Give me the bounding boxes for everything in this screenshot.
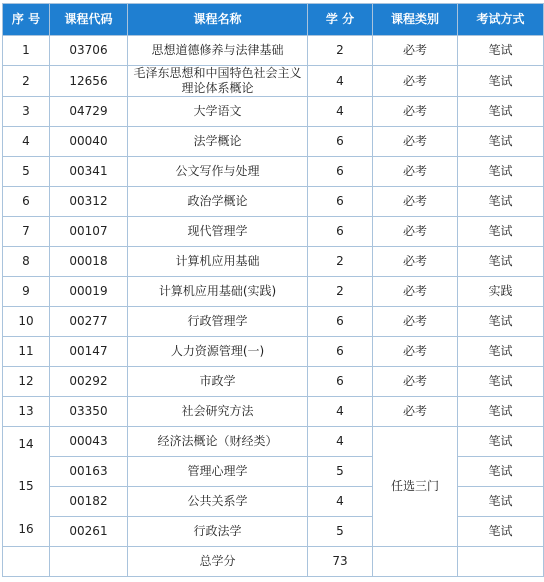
cell-category: 必考 [373,367,458,397]
total-row [3,547,544,577]
header-code: 课程代码 [50,4,128,36]
header-credit: 学 分 [308,4,373,36]
cell-exam: 笔试 [458,307,544,337]
cell-exam: 笔试 [458,517,544,547]
cell-credit: 6 [308,217,373,247]
cell-credit: 2 [308,277,373,307]
cell-code: 00292 [50,367,128,397]
cell-empty [458,547,544,577]
cell-category: 必考 [373,247,458,277]
cell-name: 政治学概论 [128,187,308,217]
cell-category: 必考 [373,127,458,157]
cell-exam: 笔试 [458,247,544,277]
cell-name: 大学语文 [128,97,308,127]
table-row [3,247,544,277]
cell-name: 行政管理学 [128,307,308,337]
cell-seq: 13 [3,397,50,427]
cell-name: 计算机应用基础 [128,247,308,277]
table-row [3,277,544,307]
header-category: 课程类别 [373,4,458,36]
cell-credit: 5 [308,517,373,547]
table-row [3,337,544,367]
cell-credit: 6 [308,127,373,157]
cell-seq: 12 [3,367,50,397]
table-row [3,307,544,337]
cell-code: 00341 [50,157,128,187]
cell-name: 计算机应用基础(实践) [128,277,308,307]
table-row [3,36,544,66]
cell-category: 必考 [373,66,458,97]
cell-name: 市政学 [128,367,308,397]
cell-exam: 笔试 [458,397,544,427]
cell-exam: 笔试 [458,187,544,217]
cell-credit: 6 [308,157,373,187]
table-row [3,457,544,487]
cell-name: 经济法概论（财经类） [128,427,308,457]
cell-code: 00277 [50,307,128,337]
total-credit: 73 [308,547,373,577]
cell-empty [373,547,458,577]
cell-code: 00019 [50,277,128,307]
cell-code: 00147 [50,337,128,367]
cell-seq: 9 [3,277,50,307]
table-row [3,66,544,97]
cell-name: 公文写作与处理 [128,157,308,187]
cell-code: 03706 [50,36,128,66]
cell-category-elective: 任选三门 [373,427,458,547]
cell-name: 社会研究方法 [128,397,308,427]
table-header-row [3,4,544,36]
cell-seq: 2 [3,66,50,97]
cell-code: 12656 [50,66,128,97]
cell-seq: 11 [3,337,50,367]
cell-seq: 3 [3,97,50,127]
header-name: 课程名称 [128,4,308,36]
cell-credit: 2 [308,36,373,66]
header-seq: 序 号 [3,4,50,36]
cell-seq: 6 [3,187,50,217]
header-exam: 考试方式 [458,4,544,36]
cell-category: 必考 [373,307,458,337]
table-row [3,97,544,127]
cell-credit: 4 [308,397,373,427]
cell-category: 必考 [373,97,458,127]
cell-category: 必考 [373,397,458,427]
cell-name: 法学概论 [128,127,308,157]
cell-name: 现代管理学 [128,217,308,247]
cell-seq: 7 [3,217,50,247]
cell-exam: 笔试 [458,337,544,367]
cell-exam: 笔试 [458,217,544,247]
cell-code: 00107 [50,217,128,247]
cell-seq: 4 [3,127,50,157]
cell-exam: 笔试 [458,127,544,157]
cell-credit: 5 [308,457,373,487]
cell-name: 思想道德修养与法律基础 [128,36,308,66]
cell-exam: 笔试 [458,457,544,487]
cell-exam: 笔试 [458,157,544,187]
table-row [3,187,544,217]
table-row [3,217,544,247]
cell-empty [50,547,128,577]
cell-credit: 2 [308,247,373,277]
cell-exam: 笔试 [458,367,544,397]
cell-seq: 15 [18,479,34,493]
cell-exam: 笔试 [458,36,544,66]
cell-category: 必考 [373,277,458,307]
cell-credit: 4 [308,66,373,97]
cell-exam: 笔试 [458,427,544,457]
table-row [3,127,544,157]
cell-code: 00261 [50,517,128,547]
course-table [2,3,544,577]
cell-exam: 实践 [458,277,544,307]
cell-category: 必考 [373,337,458,367]
cell-credit: 6 [308,337,373,367]
table-row [3,487,544,517]
cell-category: 必考 [373,36,458,66]
cell-seq: 1 [3,36,50,66]
table-row [3,517,544,547]
cell-credit: 4 [308,427,373,457]
table-row [3,367,544,397]
cell-category: 必考 [373,157,458,187]
cell-credit: 6 [308,367,373,397]
total-label: 总学分 [128,547,308,577]
cell-code: 00018 [50,247,128,277]
cell-code: 00312 [50,187,128,217]
cell-code: 00163 [50,457,128,487]
cell-credit: 6 [308,187,373,217]
cell-name: 人力资源管理(一) [128,337,308,367]
cell-name: 行政法学 [128,517,308,547]
table-row [3,157,544,187]
cell-exam: 笔试 [458,487,544,517]
cell-seq: 16 [18,521,34,536]
cell-category: 必考 [373,187,458,217]
cell-empty [3,547,50,577]
cell-code: 00043 [50,427,128,457]
cell-seq-merged [3,427,50,547]
cell-exam: 笔试 [458,66,544,97]
cell-seq: 10 [3,307,50,337]
cell-code: 00040 [50,127,128,157]
cell-credit: 6 [308,307,373,337]
cell-credit: 4 [308,487,373,517]
table-row [3,397,544,427]
cell-seq: 5 [3,157,50,187]
cell-name: 毛泽东思想和中国特色社会主义理论体系概论 [128,66,308,97]
cell-code: 00182 [50,487,128,517]
cell-code: 04729 [50,97,128,127]
cell-exam: 笔试 [458,97,544,127]
cell-name: 公共关系学 [128,487,308,517]
cell-seq: 8 [3,247,50,277]
cell-credit: 4 [308,97,373,127]
table-row [3,427,544,457]
cell-category: 必考 [373,217,458,247]
cell-name: 管理心理学 [128,457,308,487]
cell-seq: 14 [18,436,34,451]
cell-code: 03350 [50,397,128,427]
